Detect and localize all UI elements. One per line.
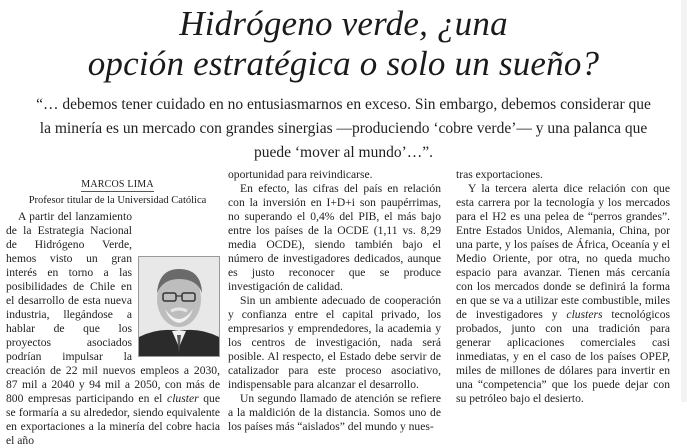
headline-line-1: Hidrógeno verde, ¿una (179, 4, 508, 43)
column-1-italic-term: cluster (167, 392, 199, 405)
author-portrait-icon (139, 257, 219, 356)
column-1-text: A partir del lanzamiento de la Estrategia Nacional de Hidrógeno Verde, hemos visto un gran interés en torno a las posibilidades de Chile en el desarrollo de esta nueva industria, llegándose a hablar de que los proyectos asociados podrían impulsar la creación de 22 mil nuevos empleos a 2030, 87 mil a 2040 y 94 mil a 2050, con más de 800 empresas participando en el (6, 210, 220, 405)
headline-line-2: opción estratégica o solo un sueño? (87, 44, 600, 83)
column-2-paragraph-2: Sin un ambiente adecuado de cooperación y confianza entre el capital privado, los empresarios y emprendedores, la academia y los centros de investigación, nada será posible. Al respecto, el Estado debe servir de catalizador para este proceso asociativo, indispensable para alcanzar el desarrollo. (228, 294, 441, 391)
article-column-2 (228, 168, 441, 434)
column-3-text-cont: tecnológicos probados, junto con una tradición para generar aplicaciones comerciales casi inmediatas, y en el caso de los países OPEP, miles de millones de dólares para invertir en una “competencia” que los puede dejar con su petróleo bajo el desierto. (456, 308, 670, 405)
column-3-italic-term: clusters (566, 308, 603, 321)
column-2-paragraph-1: En efecto, las cifras del país en relación con la inversión en I+D+i son paupérrimas, no superando el 0,4% del PIB, el más bajo entre los países de la OCDE (1,11 vs. 8,29 media OCDE), siendo también bajo el número de investigadores dedicados, aunque es justo reconocer que se produce investigación de calidad. (228, 182, 441, 293)
column-1-text-cont: que se formaría a su alrededor, siendo equivalente en exportaciones a la minería del cobre hacia el año (6, 392, 221, 447)
column-3-paragraph-1 (456, 182, 670, 406)
author-photo (138, 256, 220, 357)
author-role: Profesor titular de la Universidad Católica (28, 195, 207, 206)
author-name: MARCOS LIMA (81, 179, 154, 190)
article-column-3 (456, 168, 670, 406)
column-3-text: Y la tercera alerta dice relación con que esta carrera por la tecnología y los mercados para el H2 es una pelea de “perros grandes”. Entre Estados Unidos, Alemania, China, por una parte, y los países de África, Oceanía y el Medio Oriente, por otra, no queda mucho espacio para avanzar. Tienen más cercanía con los mercados donde se definirá la forma en que se va a utilizar este combustible, miles de investigadores y (456, 182, 670, 321)
headline (0, 4, 687, 84)
pull-quote: “… debemos tener cuidado en no entusiasmarnos en exceso. Sin embargo, debemos considerar que la minería es un mercado con grandes sinergias —produciendo ‘cobre verde’— y una palanca que puede ‘mover al mundo’…”. (36, 96, 651, 161)
column-2-paragraph-0: oportunidad para reivindicarse. (228, 168, 373, 181)
column-2-paragraph-3: Un segundo llamado de atención se refiere a la maldición de la distancia. Somos uno de los países más “aislados” del mundo y nues- (228, 392, 441, 433)
article-column-1 (6, 210, 220, 448)
byline (10, 174, 225, 206)
column-3-paragraph-0: tras exportaciones. (456, 168, 543, 181)
